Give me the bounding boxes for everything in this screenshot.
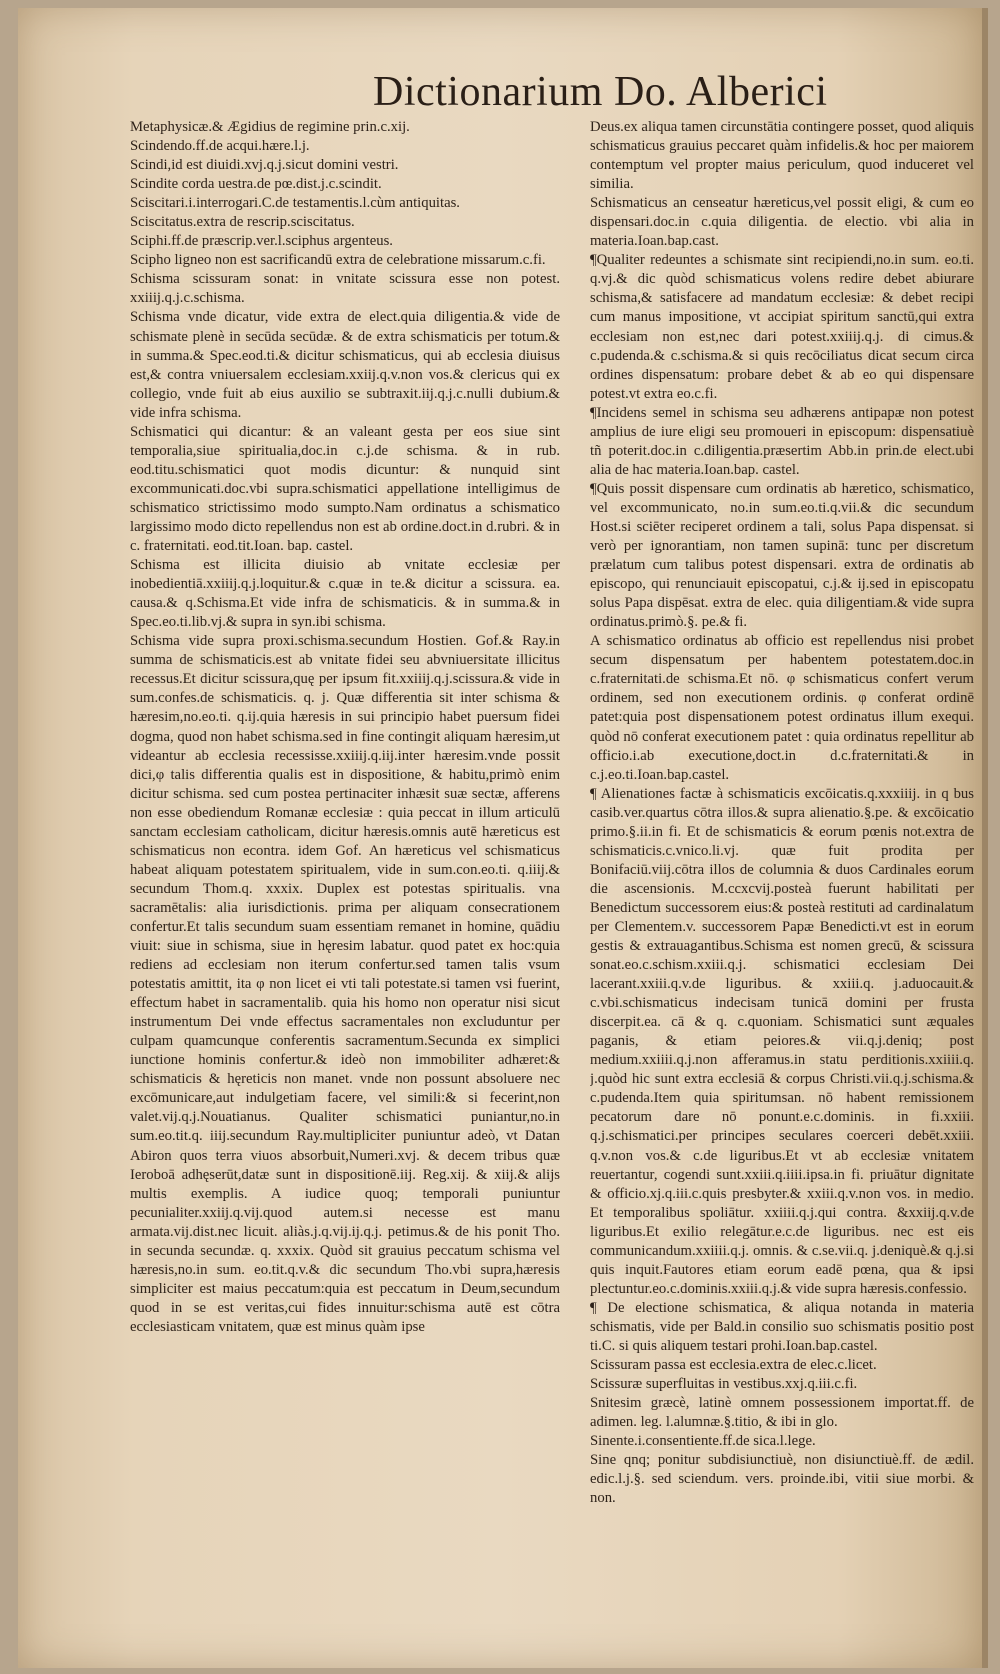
entry: ¶Quis possit dispensare cum ordinatis ab hæretico, schismatico, vel excommunicato, no.in sum.eo.ti.q.vii.& dic secundum Host.si sciēter reciperet ordinem a tali, solus Papa dispensat. si verò per ignorantiam, non tamen supinā: tunc per discretum prælatum cum talibus potest dispensari. extra de ordinatis ab episcopo, qui renunciauit episcopatui, c.j.& ij.sed in episcopatu solus Papa dispēsat. extra de elec. quia diligentiam.& vide supra ordinatus.primò.§. pe.& fi. — [590, 480, 974, 631]
entry: ¶Incidens semel in schisma seu adhærens antipapæ non potest amplius de iure eligi seu promoueri in episcopum: dispensatiuè tñ poterit.doc.in c.diligentia.præsertim Abb.in prin.de elect.ubi alia de hac materia.Ioan.bap. castel. — [590, 404, 974, 478]
entry: Metaphysicæ.& Ægidius de regimine prin.c.xij. — [130, 119, 410, 135]
entry: Sinente.i.consentiente.ff.de sica.l.lege. — [590, 1433, 816, 1450]
entry: ¶Qualiter redeuntes a schismate sint recipiendi,no.in sum. eo.ti. q.vj.& dic quòd schismaticus volens redire debet abiurare schisma,& satisfacere ad mandatum ecclesiæ: & debet recipi cum manus impositione, vt accipiat spiritum sanctū,qui extra ecclesiam non est,nec dari potest.xxiiij.q.j. di cimus.& c.pudenda.& c.schisma.& si quis recōciliatus dicat secum circa ordines dispensatum: probare debet & ab eo qui dispensare potest.vt extra eo.c.fi. — [590, 252, 974, 402]
entry: Schisma vide supra proxi.schisma.secundum Hostien. Gof.& Ray.in summa de schismaticis.est ab vnitate fidei seu abvniuersitate illicitus recessus.Et dicitur scissura,quę per ipsum fit.xxiiij.q.j.scissura.& vide in sum.confes.de schismaticis. q. j. Quæ differentia sit inter schisma & hæresim,no.eo.ti. q.ij.quia hæresis in sui principio habet puersum fidei dogma, quod non habet schisma.sed in fine contingit aliquam hæresim,ut videantur ab ecclesia recessisse.xxiiij.q.iij.inter hæresim.vnde possit dici,φ talis differentia qualis est in dispositione, & habitu,primò enim dicitur schisma. sed cum postea pertinaciter inhæsit suæ sectæ, afferens non esse obediendum Romanæ ecclesiæ : quia peccat in illum articulū sanctam ecclesiam catholicam, dicitur hæresis.omnis autē hæreticus est schismaticus non econtra. idem Gof. An hæreticus vel schismaticus habeat aliquam potestatem spiritualem, vide in sum.con.eo.ti. q.iiij.& secundum Thom.q. xxxix. Duplex est potestas spiritualis. vna sacramētalis: alia iurisdictionis. prima per aliquam consecrationem confertur.Et talis secundum suam essentiam remanet in homine, quādiu viuit: siue in schisma, siue in hęresim labatur. quod patet ex hoc:quia rediens ad ecclesiam non iterum confertur.sed tamen talis vsum potestatis amittit, ita φ non licet ei vti tali potestate.si tamen vsi fuerint, effectum habet in sacramentalib. quia his homo non operatur nisi sicut instrumentum Dei vnde effectus sacramentales non excluduntur per culpam quamcunque conferentis sacramentum.Secunda ex simplici iunctione hominis confertur.& ideò non immobiliter adhæret:& schismaticis & hęreticis non manet. vnde non possunt absoluere nec excōmunicare,aut indulgetiam facere, vel simili:& si fecerint,non valet.vij.q.j.Nouatianus. Qualiter schismatici puniantur,no.in sum.eo.tit.q. iiij.secundum Ray.multipliciter puniuntur adeò, vt Datan Abiron quos terra viuos absorbuit,Numeri.xvj. & decem tribus quæ Ieroboā adhęserūt,datæ sunt in dispositionē.iij. Reg.xij. & xiij.& alijs multis exemplis. A iudice quoq; temporali puniuntur pecunialiter.xxiij.q.vij.quod autem.si necesse est manu armata.vij.dist.nec licuit. aliàs.j.q.vij.ij.q.j. petimus.& de his ponit Tho. in secunda secundæ. q. xxxix. Quòd sit grauius peccatum schisma vel hæresis,no.in sum. eo.tit.q.v.& dic secundum Tho.vbi supra,hæresis simpliciter est maius peccatum:quia est peccatum in Deum,secundum quod in se est veritas,cui fides innuitur:schisma autē est cōtra ecclesiasticam vnitatem, quæ est minus quàm ipse — [130, 633, 560, 1335]
entry: Scindendo.ff.de acqui.hære.l.j. — [130, 138, 310, 155]
book-page — [18, 8, 988, 1668]
entry: Deus.ex aliqua tamen circunstātia contingere posset, quod aliquis schismaticus grauius peccaret quàm infidelis.& hoc per maiorem contemptum vel propter maius periculum, quod induceret vel similia. — [590, 119, 974, 193]
entry: Sciphi.ff.de præscrip.ver.l.sciphus argenteus. — [130, 233, 393, 250]
entry: Scipho ligneo non est sacrificandū extra de celebratione missarum.c.fi. — [130, 252, 546, 269]
entry: Schismaticus an censeatur hæreticus,vel possit eligi, & cum eo dispensari.doc.in c.quia diligentia. de electio. vbi alia in materia.Ioan.bap.cast. — [590, 195, 974, 250]
running-head: Dictionarium Do. Alberici — [373, 69, 828, 115]
entry: Schisma est illicita diuisio ab vnitate ecclesiæ per inobedientiā.xxiiij.q.j.loquitur.& c.quæ in te.& dicitur a scissura. ea. causa.& q.Schisma.Et vide infra de schismaticis. & in summa.& in Spec.eo.ti.lib.vj.& supra in syn.ibi schisma. — [130, 557, 560, 631]
entry: ¶ De electione schismatica, & aliqua notanda in materia schismatis, vide per Bald.in consilio suo schismatis positio post ti.C. si quis aliquem testari prohi.Ioan.bap.castel. — [590, 1299, 974, 1354]
entry: Sciscitatus.extra de rescrip.sciscitatus. — [130, 214, 355, 231]
entry: ¶ Alienationes factæ à schismaticis excōicatis.q.xxxiiij. in q bus casib.ver.quartus cōtra illos.& supra alienatio.§.pe. & excōicatio primo.§.ii.in fi. Et de schismaticis & eorum pœnis not.extra de schismaticis.c.vnico.li.vj. quæ fuit prodita per Bonifaciū.viij.cōtra illos de columnia & duos Cardinales eorum die ascensionis. M.ccxcvij.posteà fuerunt habilitati per Benedictum successorem eius:& posteà restituti ad cardinalatum per Clementem.v. successorem Papæ Benedicti.vt est in eorum gestis & extrauagantibus.Schisma est nomen grecū, & scissura sonat.eo.c.schism.xxiii.q.j. schismatici ecclesiam Dei lacerant.xxiii.q.v.de liguribus. & xxiii.q. j.aduocauit.& c.vbi.schismaticus indecisam tunicā domini per frusta discerpit.ea. cā & q. c.quoniam. Schismatici sunt æquales paganis, & etiam peiores.& vii.q.j.deniq; post medium.xxiiii.q.j.non afferamus.in statu perditionis.xxiiii.q. j.quòd hic sunt extra ecclesiā & corpus Christi.vii.q.j.schisma.& c.pudenda.Item quia spiritumsan. nō habent remissionem pecatorum dare nō ponunt.e.c.dominis. in fi.xxiii. q.j.schismatici.per principes seculares coerceri debēt.xxiii. q.v.non vos.& c.de liguribus.Et vt ab ecclesiæ vnitatem reuertantur, cogendi sunt.xxiii.q.iiii.ipsa.in fi. priuātur dignitate & officio.xj.q.iii.c.quis presbyter.& xxiii.q.v.non vos. in medio. Et temporalibus spoliātur. xxiiii.q.j.qui contra. &xxiij.q.v.de liguribus.Et exilio relegātur.e.c.de liguribus. nec est eis communicandum.xxiiii.q.j. omnis. & c.se.vii.q. j.deniquè.& q.j.si quis inquit.Fautores etiam eorum eadē pœna, qua & ipsi plectuntur.eo.c.dominis.xxiii.q.j.& vide supra hæresis.confessio. — [590, 785, 974, 1297]
page-header — [18, 66, 982, 116]
entry: Scissuræ superfluitas in vestibus.xxj.q.iii.c.fi. — [590, 1376, 858, 1393]
entry: Scindite corda uestra.de pœ.dist.j.c.scindit. — [130, 176, 382, 193]
entry: Scindi,id est diuidi.xvj.q.j.sicut domini vestri. — [130, 157, 399, 174]
entry: Scissuram passa est ecclesia.extra de elec.c.licet. — [590, 1357, 877, 1374]
left-column — [130, 118, 560, 1658]
entry: Snitesim græcè, latinè omnem possessionem importat.ff. de adimen. leg. l.alumnæ.§.titio, & ibi in glo. — [590, 1395, 974, 1431]
entry: Sine qnq; ponitur subdisiunctiuè, non disiunctiuè.ff. de ædil. edic.l.j.§. sed sciendum. vers. proinde.ibi, vitii siue morbi. & non. — [590, 1452, 974, 1507]
entry: Schisma vnde dicatur, vide extra de elect.quia diligentia.& vide de schismate plenè in secūda secūdæ. & de extra schismaticis per totum.& in summa.& Spec.eod.ti.& dicitur schismaticus, qui ab ecclesia diuisus est,& contra vniuersalem ecclesiam.xxiij.q.v.non vos.& clericus qui ex collegio, vnde fuit ab eius auxilio se subtraxit.iij.q.j.c.nulli dubium.& vide infra schisma. — [130, 309, 560, 421]
entry: Schismatici qui dicantur: & an valeant gesta per eos siue sint temporalia,siue spiritualia,doc.in c.j.de schisma. & in rub. eod.titu.schismatici quot modis dicuntur: & nunquid sint excommunicati.doc.vbi supra.schismatici appellatione intelligimus de schismatico strictissimo modo sumpto.Nam ordinatus a schismatico largissimo modo dicto repellendus non est ab ordine.doct.in d.rubri. & in c. fraternitati. eod.tit.Ioan. bap. castel. — [130, 423, 560, 555]
entry: A schismatico ordinatus ab officio est repellendus nisi probet secum dispensatum per habentem potestatem.doc.in c.fraternitati.de schisma.Et nō. φ schismaticus confert verum ordinem, sed non executionem ordinis. φ conferat ordinē patet:quia post dispensationem potest ordinatus illum exequi. quòd nō conferat executionem patet : quia ordinatus repellitur ab officio.i.ab executione,doct.in d.c.fraternitati.& in c.j.eo.ti.Ioan.bap.castel. — [590, 633, 974, 783]
entry: Schisma scissuram sonat: in vnitate scissura esse non potest. xxiiij.q.j.c.schisma. — [130, 271, 560, 307]
entry: Sciscitari.i.interrogari.C.de testamentis.l.cùm antiquitas. — [130, 195, 460, 212]
right-column — [590, 118, 974, 1658]
